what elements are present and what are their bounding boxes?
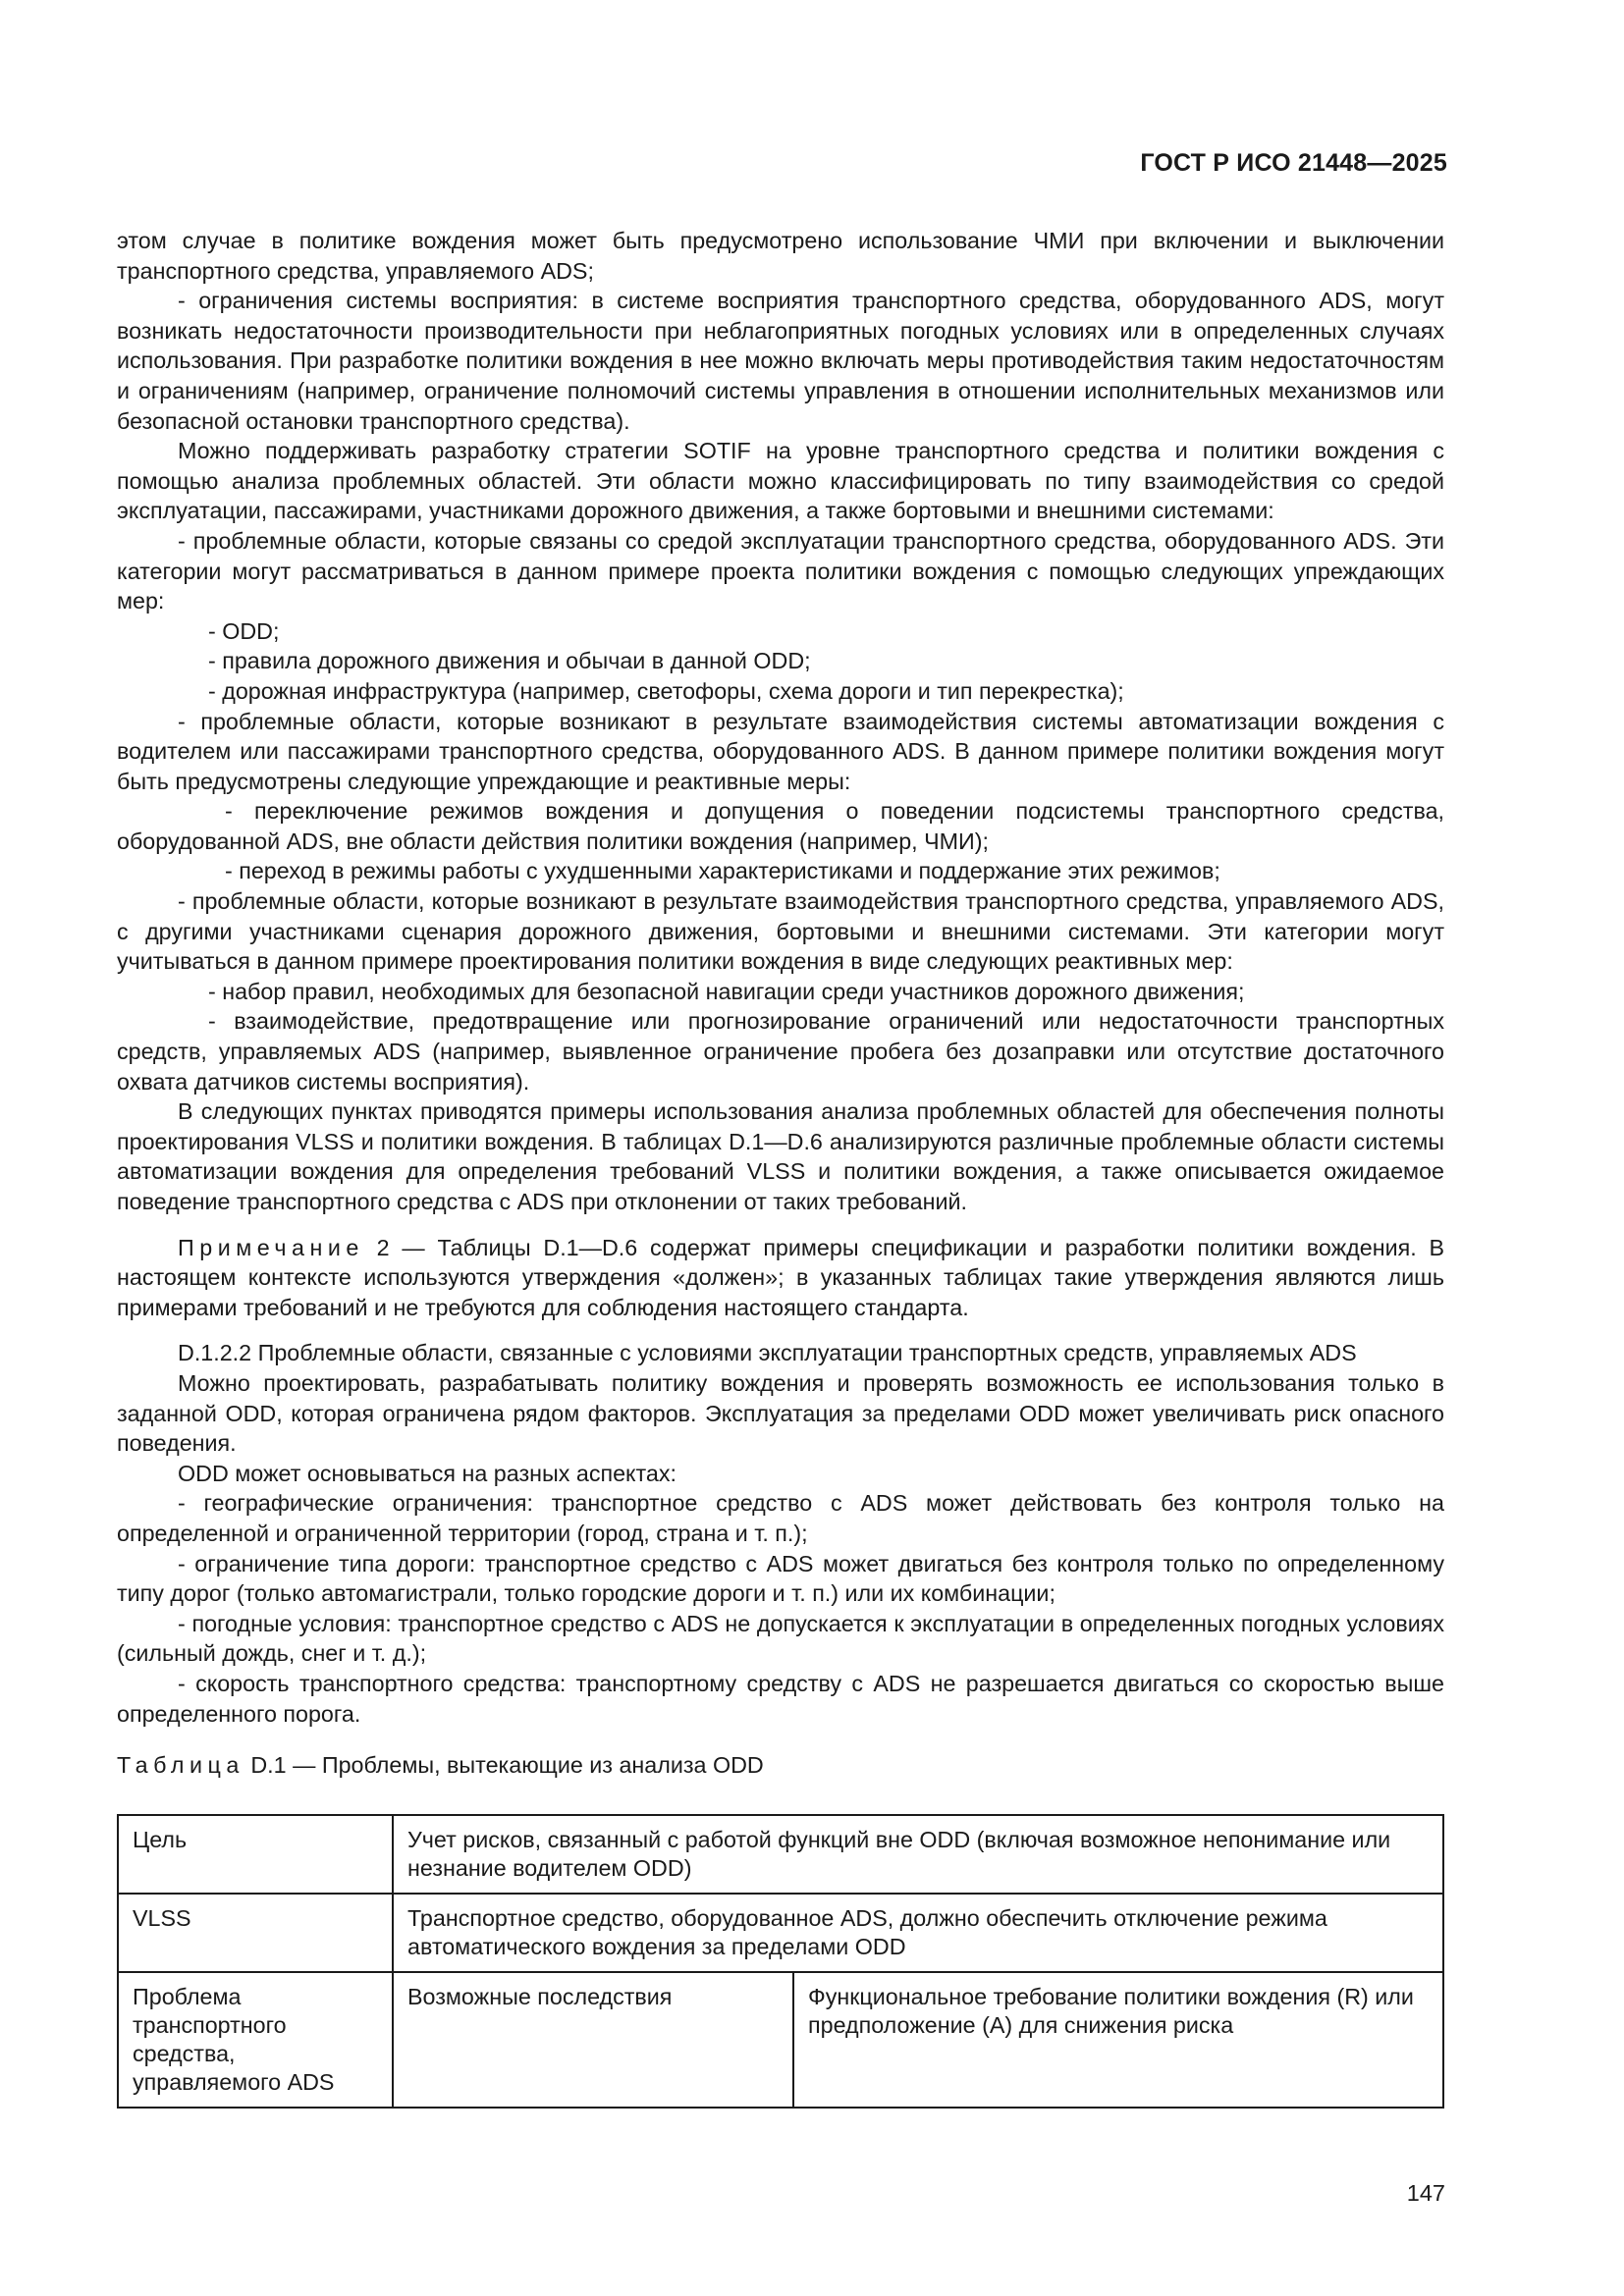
odd-problems-table (117, 1814, 1444, 2109)
table-cell-label: Цель (118, 1815, 393, 1894)
document-header: ГОСТ Р ИСО 21448—2025 (1140, 149, 1447, 177)
table-cell-value: Транспортное средство, оборудованное ADS, должно обеспечить отключение режима автоматического вождения за пределами ODD (393, 1894, 1443, 1972)
page-number: 147 (1406, 2180, 1445, 2206)
table-cell-label: VLSS (118, 1894, 393, 1972)
paragraph: В следующих пунктах приводятся примеры использования анализа проблемных областей для обеспечения полноты проектирования VLSS и политики вождения. В таблицах D.1—D.6 анализируются различные проблемные области системы автоматизации вождения для определения требований VLSS и политики вождения, а также описывается ожидаемое поведение транспортного средства с ADS при отклонении от таких требований. (117, 1098, 1444, 1214)
table-caption-text: D.1 — Проблемы, вытекающие из анализа ODD (250, 1752, 764, 1779)
sub-list-item: - дорожная инфраструктура (например, светофоры, схема дороги и тип перекрестка); (208, 677, 1124, 704)
note-text: 2 — Таблицы D.1—D.6 содержат примеры спецификации и разработки политики вождения. В настоящем контексте используются утверждения «должен»; в указанных таблицах такие утверждения являются лишь примерами требований и не требуются для соблюдения настоящего стандарта. (117, 1234, 1444, 1320)
sub-list-item: - переход в режимы работы с ухудшенными характеристиками и поддержание этих режимов; (225, 858, 1220, 884)
paragraph: этом случае в политике вождения может быть предусмотрено использование ЧМИ при включении и выключении транспортного средства, управляемого ADS; (117, 228, 1444, 284)
table-header-cell: Возможные последствия (393, 1972, 793, 2108)
table-caption (117, 1750, 1444, 1781)
note (117, 1233, 1444, 1323)
list-item: - ограничение типа дороги: транспортное средство с ADS может двигаться без контроля только по определенному типу дорог (только автомагистрали, только городские дороги и т. п.) или их комбинации; (117, 1550, 1444, 1607)
sub-list-item: - набор правил, необходимых для безопасной навигации среди участников дорожного движения; (208, 978, 1245, 1004)
table-row (118, 1815, 1443, 1894)
list-item: - скорость транспортного средства: транспортному средству с ADS не разрешается двигаться со скоростью выше определенного порога. (117, 1670, 1444, 1727)
document-body (117, 226, 1444, 1781)
table-header-row (118, 1972, 1443, 2108)
sub-list-item: - взаимодействие, предотвращение или прогнозирование ограничений или недостаточности транспортных средств, управляемых ADS (например, выявленное ограничение пробега без дозаправки или отсутствие достаточного охвата датчиков системы восприятия). (117, 1008, 1444, 1095)
list-item: - проблемные области, которые возникают в результате взаимодействия системы автоматизации вождения с водителем или пассажирами транспортного средства, оборудованного ADS. В данном примере политики вождения могут быть предусмотрены следующие упреждающие и реактивные меры: (117, 708, 1444, 794)
list-item: - погодные условия: транспортное средство с ADS не допускается к эксплуатации в определенных погодных условиях (сильный дождь, снег и т. д.); (117, 1610, 1444, 1667)
list-item: - ограничения системы восприятия: в системе восприятия транспортного средства, оборудованного ADS, могут возникать недостаточности производительности при неблагоприятных погодных условиях или в определенных случаях использования. При разработке политики вождения в нее можно включать меры противодействия таким недостаточностям и ограничениям (например, ограничение полномочий системы управления в отношении исполнительных механизмов или безопасной остановки транспортного средства). (117, 288, 1444, 434)
section-heading: D.1.2.2 Проблемные области, связанные с условиями эксплуатации транспортных средств, управляемых ADS (178, 1340, 1357, 1366)
sub-list-item: - ODD; (208, 617, 280, 644)
paragraph: Можно проектировать, разрабатывать политику вождения и проверять возможность ее использования только в заданной ODD, которая ограничена рядом факторов. Эксплуатация за пределами ODD может увеличивать риск опасного поведения. (117, 1369, 1444, 1457)
paragraph: ODD может основываться на разных аспектах: (178, 1460, 677, 1486)
table-caption-label: Таблица (117, 1752, 244, 1779)
list-item: - географические ограничения: транспортное средство с ADS может действовать без контроля только на определенной и ограниченной территории (город, страна и т. п.); (117, 1490, 1444, 1546)
sub-list-item: - переключение режимов вождения и допущения о поведении подсистемы транспортного средства, оборудованной ADS, вне области действия политики вождения (например, ЧМИ); (117, 798, 1444, 854)
paragraph: Можно поддерживать разработку стратегии SOTIF на уровне транспортного средства и политики вождения с помощью анализа проблемных областей. Эти области можно классифицировать по типу взаимодействия со средой эксплуатации, пассажирами, участниками дорожного движения, а также бортовыми и внешними системами: (117, 438, 1444, 524)
note-label: Примечание (178, 1234, 364, 1260)
table-row (118, 1894, 1443, 1972)
list-item: - проблемные области, которые связаны со средой эксплуатации транспортного средства, оборудованного ADS. Эти категории могут рассматриваться в данном примере проекта политики вождения с помощью следующих упреждающих мер: (117, 527, 1444, 614)
sub-list-item: - правила дорожного движения и обычаи в данной ODD; (208, 648, 811, 674)
table-cell-value: Учет рисков, связанный с работой функций вне ODD (включая возможное непонимание или незнание водителем ODD) (393, 1815, 1443, 1894)
list-item: - проблемные области, которые возникают в результате взаимодействия транспортного средства, управляемого ADS, с другими участниками сценария дорожного движения, бортовыми и внешними системами. Эти категории могут учитываться в данном примере проектирования политики вождения в виде следующих реактивных мер: (117, 888, 1444, 975)
table-header-cell: Функциональное требование политики вождения (R) или предположение (A) для снижения риска (793, 1972, 1443, 2108)
table-header-cell: Проблема транспортного средства, управляемого ADS (118, 1972, 393, 2108)
